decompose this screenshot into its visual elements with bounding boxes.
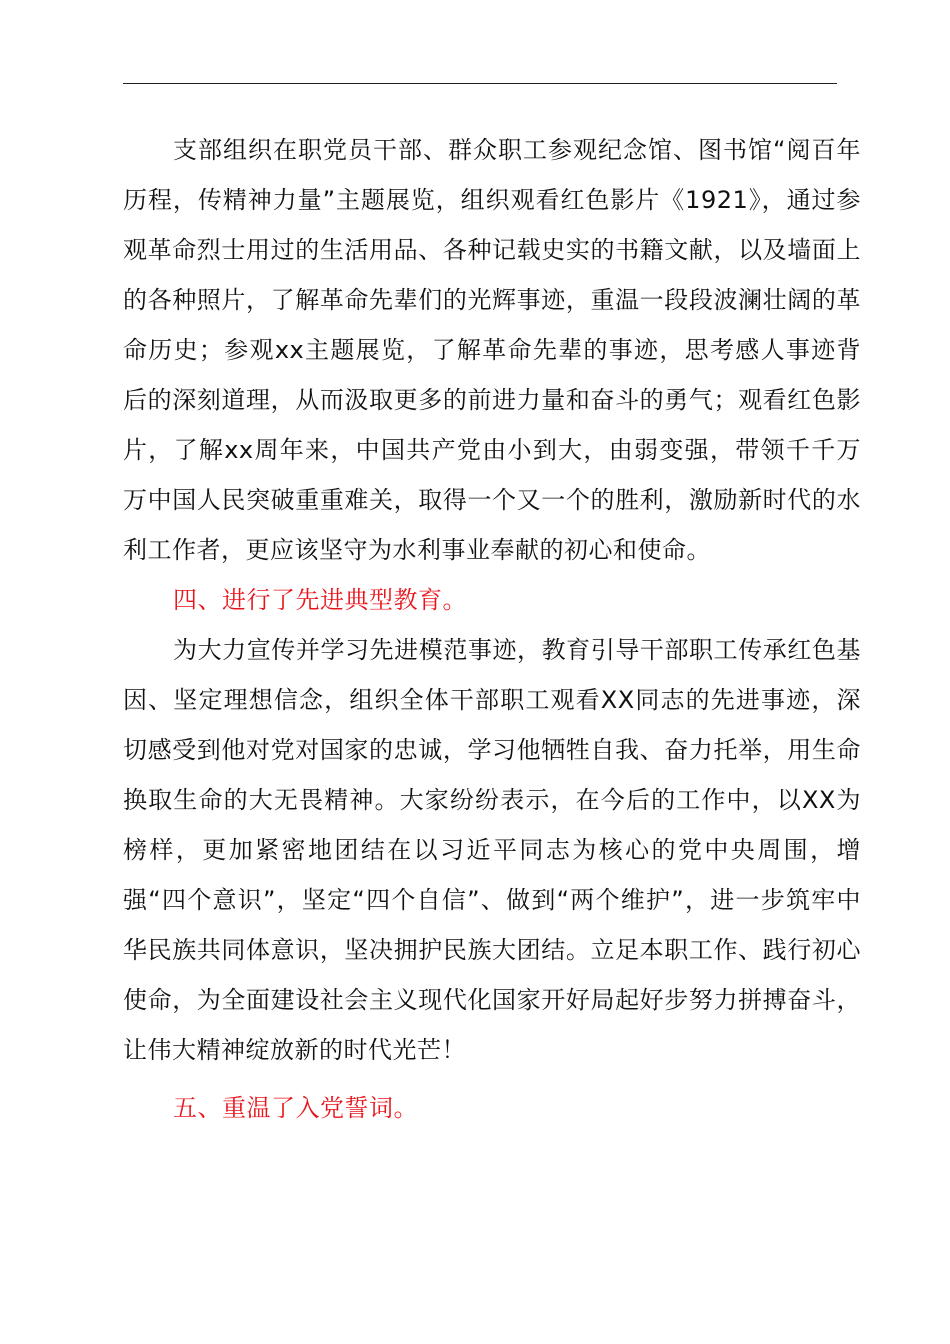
- section-heading-five: 五、重温了入党誓词。: [173, 1094, 418, 1122]
- body-paragraph-model-education: 为大力宣传并学习先进模范事迹，教育引导干部职工传承红色基因、坚定理想信念，组织全体干部职工观看XX同志的先进事迹，深切感受到他对党对国家的忠诚，学习他牺牲自我、奋力托举，用生命换取生命的大无畏精神。大家纷纷表示，在今后的工作中，以XX为榜样，更加紧密地团结在以习近平同志为核心的党中央周围，增强“四个意识”，坚定“四个自信”、做到“两个维护”，进一步筑牢中华民族共同体意识，坚决拥护民族大团结。立足本职工作、践行初心使命，为全面建设社会主义现代化国家开好局起好步努力拼搏奋斗，让伟大精神绽放新的时代光芒！: [123, 636, 861, 1064]
- document-body: [123, 125, 861, 1133]
- header-rule: [123, 83, 837, 84]
- section-heading-four: 四、进行了先进典型教育。: [173, 586, 467, 614]
- body-paragraph-visit-exhibition: 支部组织在职党员干部、群众职工参观纪念馆、图书馆“阅百年历程，传精神力量”主题展览，组织观看红色影片《1921》，通过参观革命烈士用过的生活用品、各种记载史实的书籍文献，以及墙面上的各种照片，了解革命先辈们的光辉事迹，重温一段段波澜壮阔的革命历史；参观xx主题展览，了解革命先辈的事迹，思考感人事迹背后的深刻道理，从而汲取更多的前进力量和奋斗的勇气；观看红色影片，了解xx周年来，中国共产党由小到大，由弱变强，带领千千万万中国人民突破重重难关，取得一个又一个的胜利，激励新时代的水利工作者，更应该坚守为水利事业奉献的初心和使命。: [123, 136, 861, 564]
